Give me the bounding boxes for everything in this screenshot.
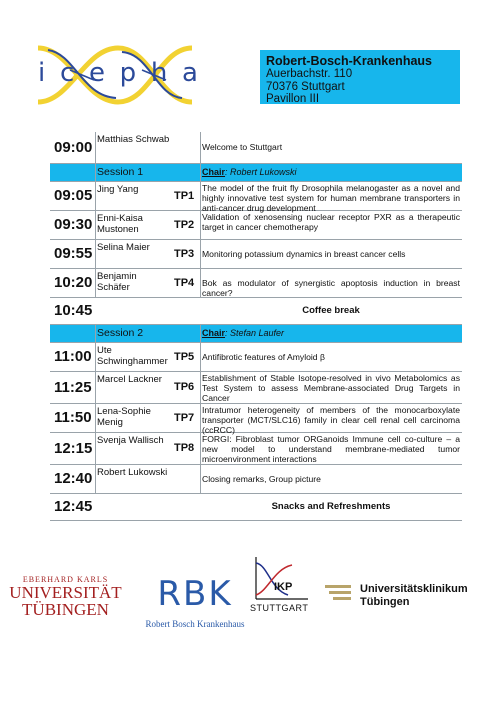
speaker-name: Marcel Lackner — [97, 374, 162, 385]
venue-box — [260, 50, 460, 104]
column-divider — [200, 240, 201, 268]
logo-letter: e — [88, 58, 105, 88]
agenda-row — [50, 343, 462, 372]
agenda-row — [50, 132, 462, 164]
break-row — [50, 298, 462, 325]
column-divider — [200, 132, 201, 163]
agenda-row — [50, 465, 462, 494]
uni-tuebingen-logo — [8, 575, 123, 618]
agenda-time: 12:45 — [54, 498, 93, 515]
project-code: TP4 — [174, 277, 195, 289]
logo-letter: p — [119, 58, 137, 88]
session-chair — [202, 328, 284, 338]
project-code: TP3 — [174, 248, 195, 260]
session-row — [50, 325, 462, 343]
sponsor-logos — [0, 555, 500, 635]
column-divider — [200, 164, 201, 181]
project-code: TP6 — [174, 381, 195, 393]
rbk-name: Robert Bosch Krankenhaus — [145, 619, 245, 629]
talk-title: Welcome to Stuttgart — [202, 142, 283, 152]
speaker-name: Robert Lukowski — [97, 467, 168, 478]
speaker-name: Enni-Kaisa Mustonen — [97, 213, 143, 235]
project-code: TP7 — [174, 412, 195, 424]
column-divider — [95, 211, 96, 239]
column-divider — [200, 433, 201, 464]
agenda-row — [50, 211, 462, 240]
agenda-time: 12:15 — [54, 440, 93, 457]
ukt-line1: Universitätsklinikum — [360, 583, 468, 595]
ikp-city: STUTTGART — [250, 603, 309, 613]
break-row — [50, 494, 462, 521]
agenda-row — [50, 269, 462, 298]
venue-city: 70376 Stuttgart — [266, 80, 345, 93]
agenda-row — [50, 182, 462, 211]
speaker-name: Selina Maier — [97, 242, 150, 253]
agenda-time: 09:05 — [54, 187, 93, 204]
agenda-table — [50, 132, 462, 521]
project-code: TP8 — [174, 442, 195, 454]
agenda-row — [50, 433, 462, 465]
talk-title: Monitoring potassium dynamics in breast cancer cells — [202, 249, 406, 259]
uni-tuebingen-small: EBERHARD KARLS — [22, 575, 109, 584]
speaker-name: Matthias Schwab — [97, 134, 170, 145]
agenda-time: 10:45 — [54, 302, 93, 319]
talk-title: The model of the fruit fly Drosophila melanogaster as a novel and highly innovative test system for human membrane transporters in anti-cancer drug development — [202, 183, 460, 213]
rbk-letters: RBK — [157, 574, 233, 614]
venue-name: Robert-Bosch-Krankenhaus — [266, 54, 432, 68]
chair-name: : Robert Lukowski — [225, 167, 297, 177]
speaker-name: Svenja Wallisch — [97, 435, 164, 446]
column-divider — [95, 372, 96, 403]
rbk-logo — [135, 575, 255, 629]
speaker-name: Benjamin Schäfer — [97, 271, 137, 293]
ukt-line2: Tübingen — [360, 596, 410, 608]
talk-title: FORGI: Fibroblast tumor ORGanoids Immune cell co-culture – a new model to understand membrane-mediated tumor microenvironment interactions — [202, 434, 460, 464]
speaker-name: Ute Schwinghammer — [97, 345, 168, 367]
agenda-row — [50, 372, 462, 404]
column-divider — [200, 182, 201, 210]
column-divider — [200, 211, 201, 239]
agenda-time: 09:30 — [54, 216, 93, 233]
column-divider — [95, 433, 96, 464]
talk-title: Intratumor heterogeneity of members of the monocarboxylate transporter (MCT/SLC16) family in clear cell renal cell carcinoma (ccRCC) — [202, 405, 460, 435]
logo-letter: i — [38, 58, 46, 88]
column-divider — [95, 132, 96, 163]
ikp-logo — [248, 555, 310, 625]
uni-tuebingen-line1: UNIVERSITÄT — [9, 583, 122, 602]
session-label: Session 1 — [97, 166, 144, 178]
agenda-time: 12:40 — [54, 470, 93, 487]
project-code: TP1 — [174, 190, 195, 202]
logo-letter: c — [59, 58, 75, 88]
agenda-time: 11:00 — [54, 348, 92, 365]
column-divider — [95, 465, 96, 493]
agenda-time: 10:20 — [54, 274, 93, 291]
agenda-time: 09:55 — [54, 245, 93, 262]
column-divider — [200, 372, 201, 403]
column-divider — [200, 325, 201, 342]
column-divider — [95, 269, 96, 297]
break-text: Snacks and Refreshments — [271, 501, 391, 512]
venue-room: Pavillon III — [266, 93, 320, 105]
chair-name: : Stefan Laufer — [225, 328, 285, 338]
project-code: TP2 — [174, 219, 195, 231]
agenda-time: 11:25 — [54, 379, 92, 396]
column-divider — [95, 325, 96, 342]
column-divider — [200, 404, 201, 432]
column-divider — [200, 343, 201, 371]
logo-letter: h — [150, 58, 168, 88]
column-divider — [95, 164, 96, 181]
uni-tuebingen-line2: TÜBINGEN — [22, 600, 109, 619]
column-divider — [95, 404, 96, 432]
talk-title: Validation of xenosensing nuclear receptor PXR as a therapeutic target in cancer chemotherapy — [202, 212, 460, 232]
ukt-logo — [360, 583, 490, 609]
ikp-graph-icon — [248, 555, 310, 603]
agenda-time: 11:50 — [54, 409, 92, 426]
talk-title: Antifibrotic features of Amyloid β — [202, 352, 325, 362]
ikp-letters: IKP — [274, 581, 293, 593]
agenda-time: 09:00 — [54, 139, 93, 156]
break-text: Coffee break — [302, 305, 360, 316]
talk-title: Establishment of Stable Isotope-resolved in vivo Metabolomics as Test System to assess Membrane-associated Drug Targets in Cancer — [202, 373, 460, 403]
agenda-row — [50, 404, 462, 433]
logo-letter: a — [182, 58, 198, 88]
column-divider — [95, 182, 96, 210]
speaker-name: Jing Yang — [97, 184, 139, 195]
session-row — [50, 164, 462, 182]
icepha-logo — [30, 40, 200, 110]
chair-label: Chair — [202, 167, 226, 177]
agenda-row — [50, 240, 462, 269]
project-code: TP5 — [174, 351, 195, 363]
column-divider — [200, 465, 201, 493]
chair-label: Chair — [202, 328, 226, 338]
venue-street: Auerbachstr. 110 — [266, 68, 353, 80]
column-divider — [200, 269, 201, 297]
talk-title: Closing remarks, Group picture — [202, 474, 321, 484]
session-chair — [202, 167, 297, 177]
speaker-name: Lena-Sophie Menig — [97, 406, 151, 428]
session-label: Session 2 — [97, 327, 144, 339]
ukt-icon — [325, 583, 355, 603]
column-divider — [95, 240, 96, 268]
talk-title: Bok as modulator of synergistic apoptosis induction in breast cancer? — [202, 278, 460, 298]
column-divider — [95, 343, 96, 371]
